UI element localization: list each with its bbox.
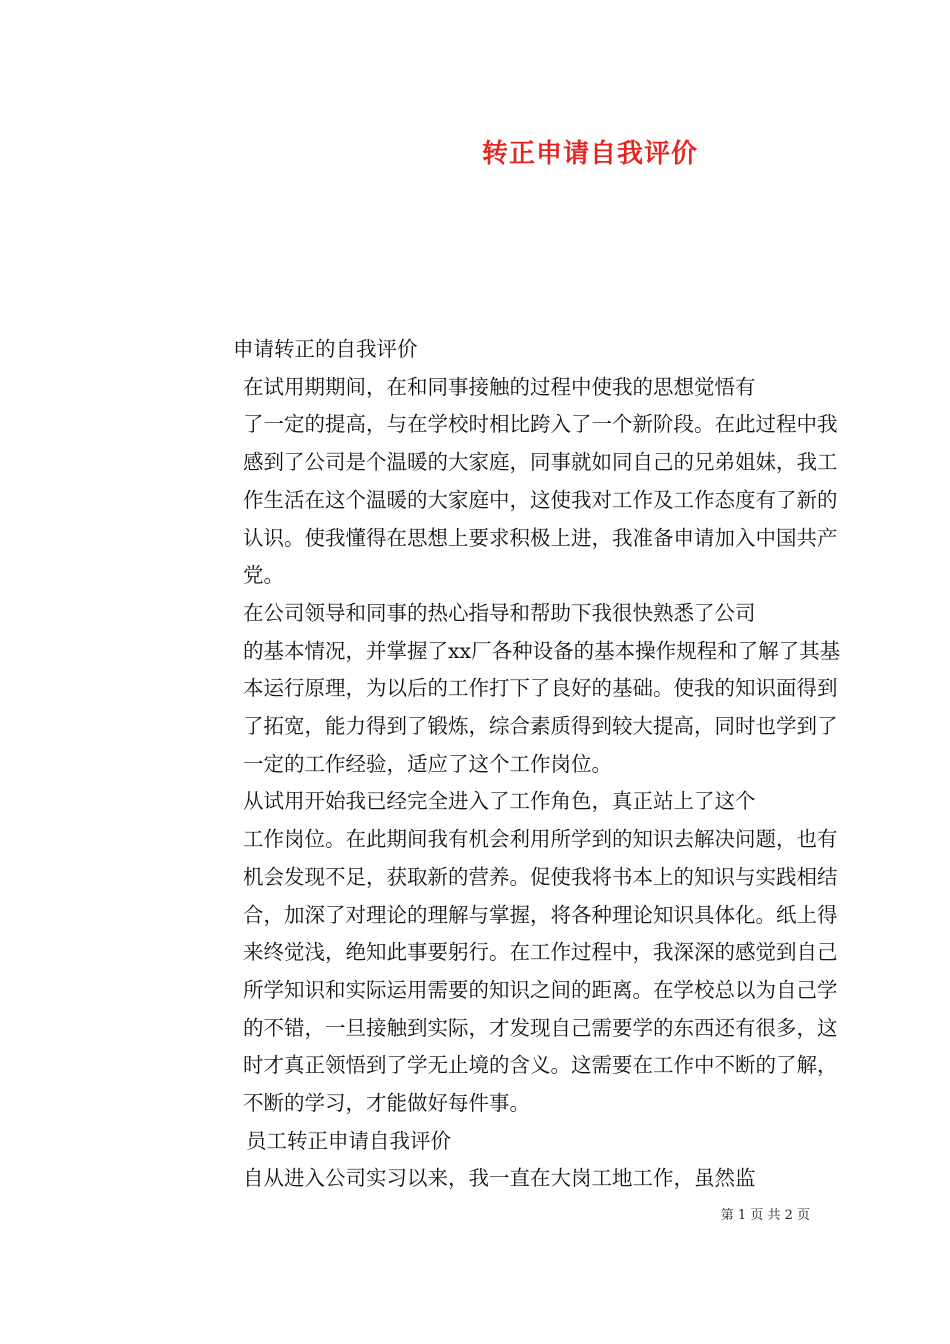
paragraph-line: 自从进入公司实习以来，我一直在大岗工地工作，虽然监 xyxy=(243,1166,756,1191)
paragraph-line: 从试用开始我已经完全进入了工作角色，真正站上了这个 xyxy=(243,789,756,814)
paragraph-line: 了一定的提高，与在学校时相比跨入了一个新阶段。在此过程中我 xyxy=(243,412,838,437)
paragraph-line: 作生活在这个温暖的大家庭中，这使我对工作及工作态度有了新的 xyxy=(243,487,838,512)
page-number-footer: 第 1 页 共 2 页 xyxy=(720,1208,810,1223)
paragraph-line: 来终觉浅，绝知此事要躬行。在工作过程中，我深深的感觉到自己 xyxy=(243,940,838,965)
paragraph-line: 的不错，一旦接触到实际，才发现自己需要学的东西还有很多，这 xyxy=(243,1015,838,1040)
paragraph-line: 认识。使我懂得在思想上要求积极上进，我准备申请加入中国共产 xyxy=(243,525,838,550)
paragraph-3 xyxy=(143,783,838,1122)
paragraph-line: 不断的学习，才能做好每件事。 xyxy=(243,1091,530,1116)
section-heading-1: 申请转正的自我评价 xyxy=(233,337,418,361)
section-heading-2: 员工转正申请自我评价 xyxy=(246,1128,451,1153)
paragraph-line: 在公司领导和同事的热心指导和帮助下我很快熟悉了公司 xyxy=(243,600,756,625)
paragraph-line: 在试用期期间，在和同事接触的过程中使我的思想觉悟有 xyxy=(243,374,756,399)
paragraph-line: 的基本情况，并掌握了xx厂各种设备的基本操作规程和了解了其基 xyxy=(243,638,841,663)
paragraph-1 xyxy=(143,369,838,595)
paragraph-line: 党。 xyxy=(243,563,284,588)
paragraph-2 xyxy=(143,595,841,784)
paragraph-line: 本运行原理，为以后的工作打下了良好的基础。使我的知识面得到 xyxy=(243,676,838,701)
paragraph-line: 时才真正领悟到了学无止境的含义。这需要在工作中不断的了解， xyxy=(243,1053,838,1078)
paragraph-line: 合，加深了对理论的理解与掌握，将各种理论知识具体化。纸上得 xyxy=(243,902,838,927)
document-title: 转正申请自我评价 xyxy=(481,139,698,169)
paragraph-line: 一定的工作经验，适应了这个工作岗位。 xyxy=(243,751,612,776)
document-body xyxy=(143,331,841,1198)
paragraph-4 xyxy=(143,1160,808,1198)
paragraph-line: 工作岗位。在此期间我有机会利用所学到的知识去解决问题，也有 xyxy=(243,827,838,852)
paragraph-line: 感到了公司是个温暖的大家庭，同事就如同自己的兄弟姐妹，我工 xyxy=(243,450,838,475)
paragraph-line: 机会发现不足，获取新的营养。促使我将书本上的知识与实践相结 xyxy=(243,864,838,889)
paragraph-line: 了拓宽，能力得到了锻炼，综合素质得到较大提高，同时也学到了 xyxy=(243,714,838,739)
paragraph-line: 所学知识和实际运用需要的知识之间的距离。在学校总以为自己学 xyxy=(243,977,838,1002)
